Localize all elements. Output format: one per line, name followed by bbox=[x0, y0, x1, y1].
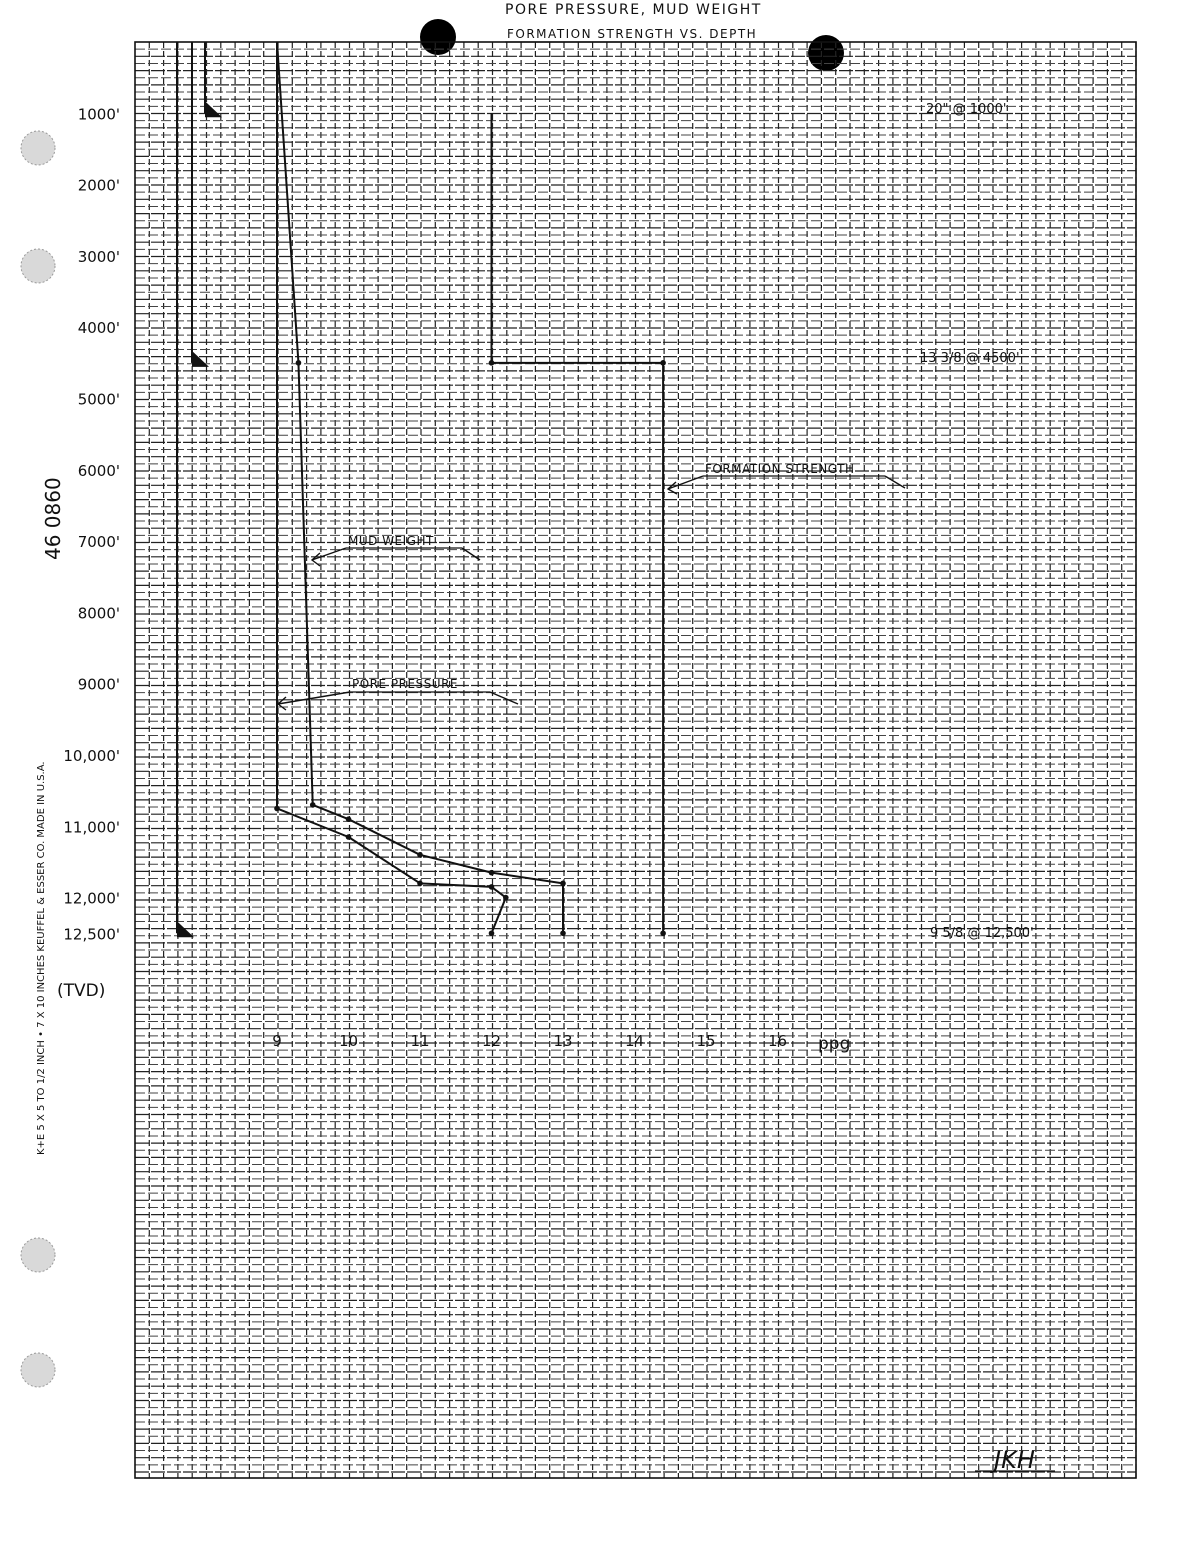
y-tick-labels bbox=[63, 105, 120, 943]
casing-markers bbox=[177, 42, 222, 937]
title-line-1: PORE PRESSURE, MUD WEIGHT bbox=[505, 2, 762, 18]
x-tick-label: 14 bbox=[624, 1032, 645, 1050]
mud-weight-label: MUD WEIGHT bbox=[348, 534, 434, 548]
data-point bbox=[417, 881, 423, 887]
x-tick-label: 10 bbox=[338, 1032, 359, 1050]
data-point bbox=[560, 930, 566, 936]
data-point bbox=[296, 360, 302, 366]
data-point bbox=[489, 930, 495, 936]
x-axis-unit: ppg bbox=[818, 1034, 851, 1054]
x-tick-label: 11 bbox=[410, 1032, 430, 1050]
product-number: 46 0860 bbox=[41, 477, 65, 560]
binder-dot-right bbox=[808, 35, 844, 71]
data-point bbox=[310, 802, 316, 808]
casing-shoe-marker bbox=[177, 921, 194, 937]
y-tick-label: 12,500' bbox=[63, 925, 120, 944]
y-tick-label: 12,000' bbox=[63, 889, 120, 908]
y-tick-label: 8000' bbox=[77, 604, 120, 623]
x-tick-label: 9 bbox=[272, 1032, 282, 1050]
y-tick-label: 10,000' bbox=[63, 747, 120, 765]
data-point bbox=[489, 870, 495, 876]
punch-hole-4 bbox=[21, 1353, 55, 1387]
data-point bbox=[417, 852, 423, 858]
y-tick-label: 1000' bbox=[77, 105, 120, 124]
x-tick-label: 16 bbox=[767, 1032, 788, 1050]
y-tick-label: 4000' bbox=[77, 319, 120, 338]
pore-pressure-label: PORE PRESSURE bbox=[352, 677, 459, 691]
binder-holes bbox=[21, 131, 55, 1387]
y-tick-label: 2000' bbox=[77, 176, 120, 195]
punch-hole-2 bbox=[21, 249, 55, 283]
casing-shoe-marker bbox=[205, 101, 222, 117]
punch-hole-3 bbox=[21, 1238, 55, 1272]
x-tick-label: 13 bbox=[553, 1032, 573, 1050]
y-tick-label: 7000' bbox=[77, 533, 120, 552]
x-tick-labels bbox=[272, 1032, 787, 1050]
signature: JKH bbox=[994, 1446, 1035, 1474]
casing-label-20in: 20" @ 1000' bbox=[926, 102, 1007, 117]
series-line-3 bbox=[492, 113, 664, 933]
data-point bbox=[489, 884, 495, 890]
data-point bbox=[660, 360, 666, 366]
data-point bbox=[489, 360, 495, 366]
y-tick-label: 6000' bbox=[77, 461, 120, 480]
y-tick-label: 9000' bbox=[77, 675, 120, 694]
punch-hole-1 bbox=[21, 131, 55, 165]
formation-strength-label: FORMATION STRENGTH bbox=[705, 462, 855, 476]
y-axis-unit: (TVD) bbox=[57, 981, 106, 1001]
data-point bbox=[274, 806, 280, 812]
x-tick-label: 12 bbox=[481, 1032, 502, 1050]
y-tick-label: 11,000' bbox=[63, 818, 120, 837]
data-point bbox=[660, 930, 666, 936]
data-point bbox=[503, 895, 509, 901]
x-tick-label: 15 bbox=[696, 1032, 716, 1050]
title-line-2: FORMATION STRENGTH VS. DEPTH bbox=[507, 27, 758, 41]
data-point bbox=[346, 816, 352, 822]
y-tick-label: 5000' bbox=[77, 390, 120, 409]
data-point bbox=[346, 834, 352, 840]
casing-label-13in: 13 3/8 @ 4500' bbox=[920, 351, 1020, 366]
paper-brand-line: K+E 5 X 5 TO 1/2 INCH • 7 X 10 INCHES KEUFFEL & ESSER CO. MADE IN U.S.A. bbox=[36, 761, 47, 1155]
data-point bbox=[560, 881, 566, 887]
y-tick-label: 3000' bbox=[77, 247, 120, 266]
graph-paper-grid bbox=[135, 42, 1136, 1478]
casing-label-9in: 9 5/8 @ 12,500' bbox=[930, 926, 1034, 941]
